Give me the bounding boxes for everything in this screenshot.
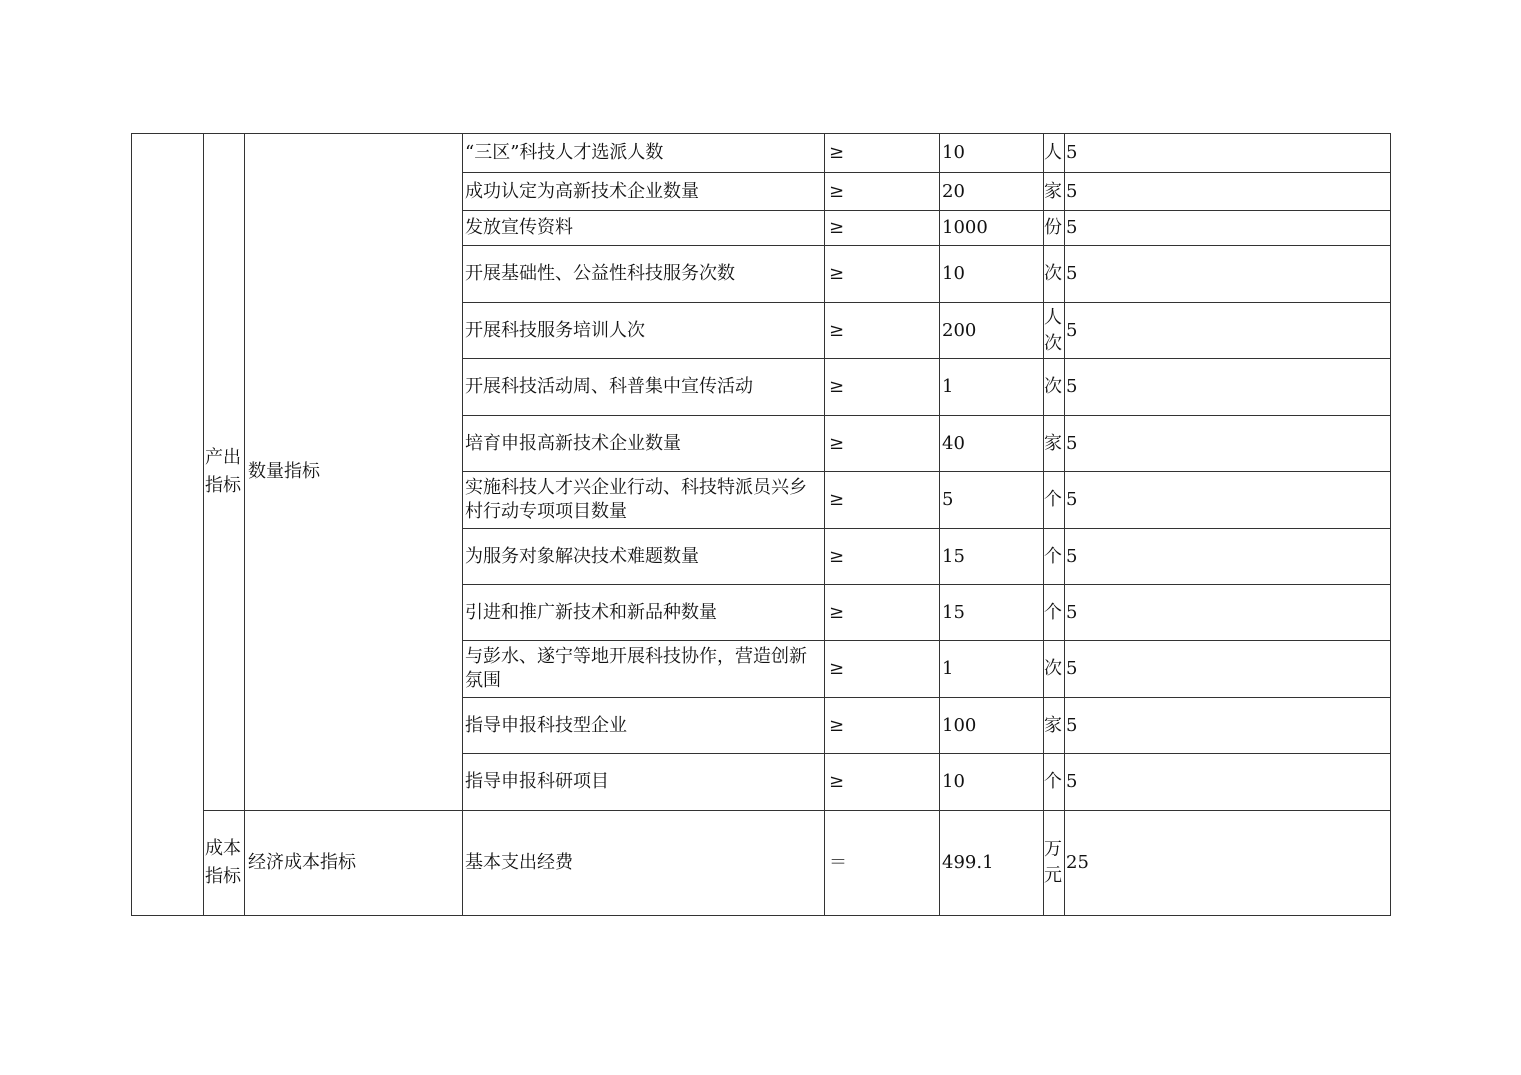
indicator-value: 10: [940, 246, 1044, 303]
indicator-name: 成功认定为高新技术企业数量: [463, 173, 825, 211]
indicator-value: 1: [940, 359, 1044, 416]
indicator-name: 指导申报科技型企业: [463, 698, 825, 754]
table-row: [132, 811, 1391, 916]
indicator-operator: ≥: [825, 173, 940, 211]
indicator-unit: 人: [1044, 134, 1065, 173]
indicator-unit: 个: [1044, 585, 1065, 641]
indicator-operator: ≥: [825, 529, 940, 585]
indicator-score: 5: [1065, 303, 1391, 359]
indicator-operator: ≥: [825, 754, 940, 811]
indicator-name: 开展基础性、公益性科技服务次数: [463, 246, 825, 303]
indicator-operator: ≥: [825, 134, 940, 173]
indicator-operator: ≥: [825, 246, 940, 303]
indicator-value: 15: [940, 529, 1044, 585]
indicator-score: 5: [1065, 211, 1391, 246]
indicator-operator: ≥: [825, 303, 940, 359]
indicator-unit: 次: [1044, 359, 1065, 416]
output-indicator-category: 产出指标: [204, 134, 245, 811]
indicator-name: 指导申报科研项目: [463, 754, 825, 811]
indicator-name: 实施科技人才兴企业行动、科技特派员兴乡村行动专项项目数量: [463, 472, 825, 529]
indicator-value: 10: [940, 134, 1044, 173]
indicator-score: 5: [1065, 529, 1391, 585]
indicator-score: 5: [1065, 246, 1391, 303]
indicator-operator: ≥: [825, 698, 940, 754]
indicator-unit: 家: [1044, 173, 1065, 211]
indicator-value: 1: [940, 641, 1044, 698]
indicator-score: 5: [1065, 134, 1391, 173]
indicator-name: “三区”科技人才选派人数: [463, 134, 825, 173]
indicator-value: 10: [940, 754, 1044, 811]
indicator-name: 为服务对象解决技术难题数量: [463, 529, 825, 585]
indicator-name: 开展科技服务培训人次: [463, 303, 825, 359]
indicator-score: 5: [1065, 754, 1391, 811]
indicator-operator: ≥: [825, 359, 940, 416]
indicator-unit: 万元: [1044, 811, 1065, 916]
cost-indicator-category: 成本指标: [204, 811, 245, 916]
indicator-name: 开展科技活动周、科普集中宣传活动: [463, 359, 825, 416]
economic-cost-indicator-text: 经济成本指标: [248, 852, 356, 873]
indicator-operator: ≥: [825, 641, 940, 698]
indicator-value: 200: [940, 303, 1044, 359]
indicator-value: 499.1: [940, 811, 1044, 916]
indicator-unit: 份: [1044, 211, 1065, 246]
indicator-unit: 个: [1044, 529, 1065, 585]
indicator-value: 40: [940, 416, 1044, 472]
indicator-value: 5: [940, 472, 1044, 529]
indicator-operator: ≥: [825, 472, 940, 529]
indicator-score: 5: [1065, 173, 1391, 211]
performance-indicator-table: [131, 133, 1391, 916]
indicator-value: 100: [940, 698, 1044, 754]
indicator-name: 发放宣传资料: [463, 211, 825, 246]
blank-left-cell: [132, 134, 204, 916]
indicator-score: 5: [1065, 641, 1391, 698]
indicator-unit: 家: [1044, 416, 1065, 472]
indicator-unit: 家: [1044, 698, 1065, 754]
table-row: [132, 134, 1391, 173]
indicator-score: 5: [1065, 585, 1391, 641]
indicator-operator: ≥: [825, 211, 940, 246]
indicator-value: 20: [940, 173, 1044, 211]
quantity-indicator-label: 数量指标: [245, 134, 463, 811]
economic-cost-indicator-label: [245, 811, 463, 916]
indicator-name: 引进和推广新技术和新品种数量: [463, 585, 825, 641]
indicator-name: 培育申报高新技术企业数量: [463, 416, 825, 472]
indicator-score: 5: [1065, 698, 1391, 754]
indicator-name: 与彭水、遂宁等地开展科技协作，营造创新氛围: [463, 641, 825, 698]
indicator-score: 5: [1065, 416, 1391, 472]
indicator-unit: 人次: [1044, 303, 1065, 359]
indicator-value: 15: [940, 585, 1044, 641]
indicator-value: 1000: [940, 211, 1044, 246]
indicator-unit: 次: [1044, 641, 1065, 698]
indicator-operator: ≥: [825, 585, 940, 641]
indicator-unit: 次: [1044, 246, 1065, 303]
indicator-unit: 个: [1044, 754, 1065, 811]
indicator-name: 基本支出经费: [463, 811, 825, 916]
indicator-operator: ＝: [825, 811, 940, 916]
indicator-score: 25: [1065, 811, 1391, 916]
indicator-score: 5: [1065, 359, 1391, 416]
indicator-operator: ≥: [825, 416, 940, 472]
indicator-score: 5: [1065, 472, 1391, 529]
indicator-unit: 个: [1044, 472, 1065, 529]
